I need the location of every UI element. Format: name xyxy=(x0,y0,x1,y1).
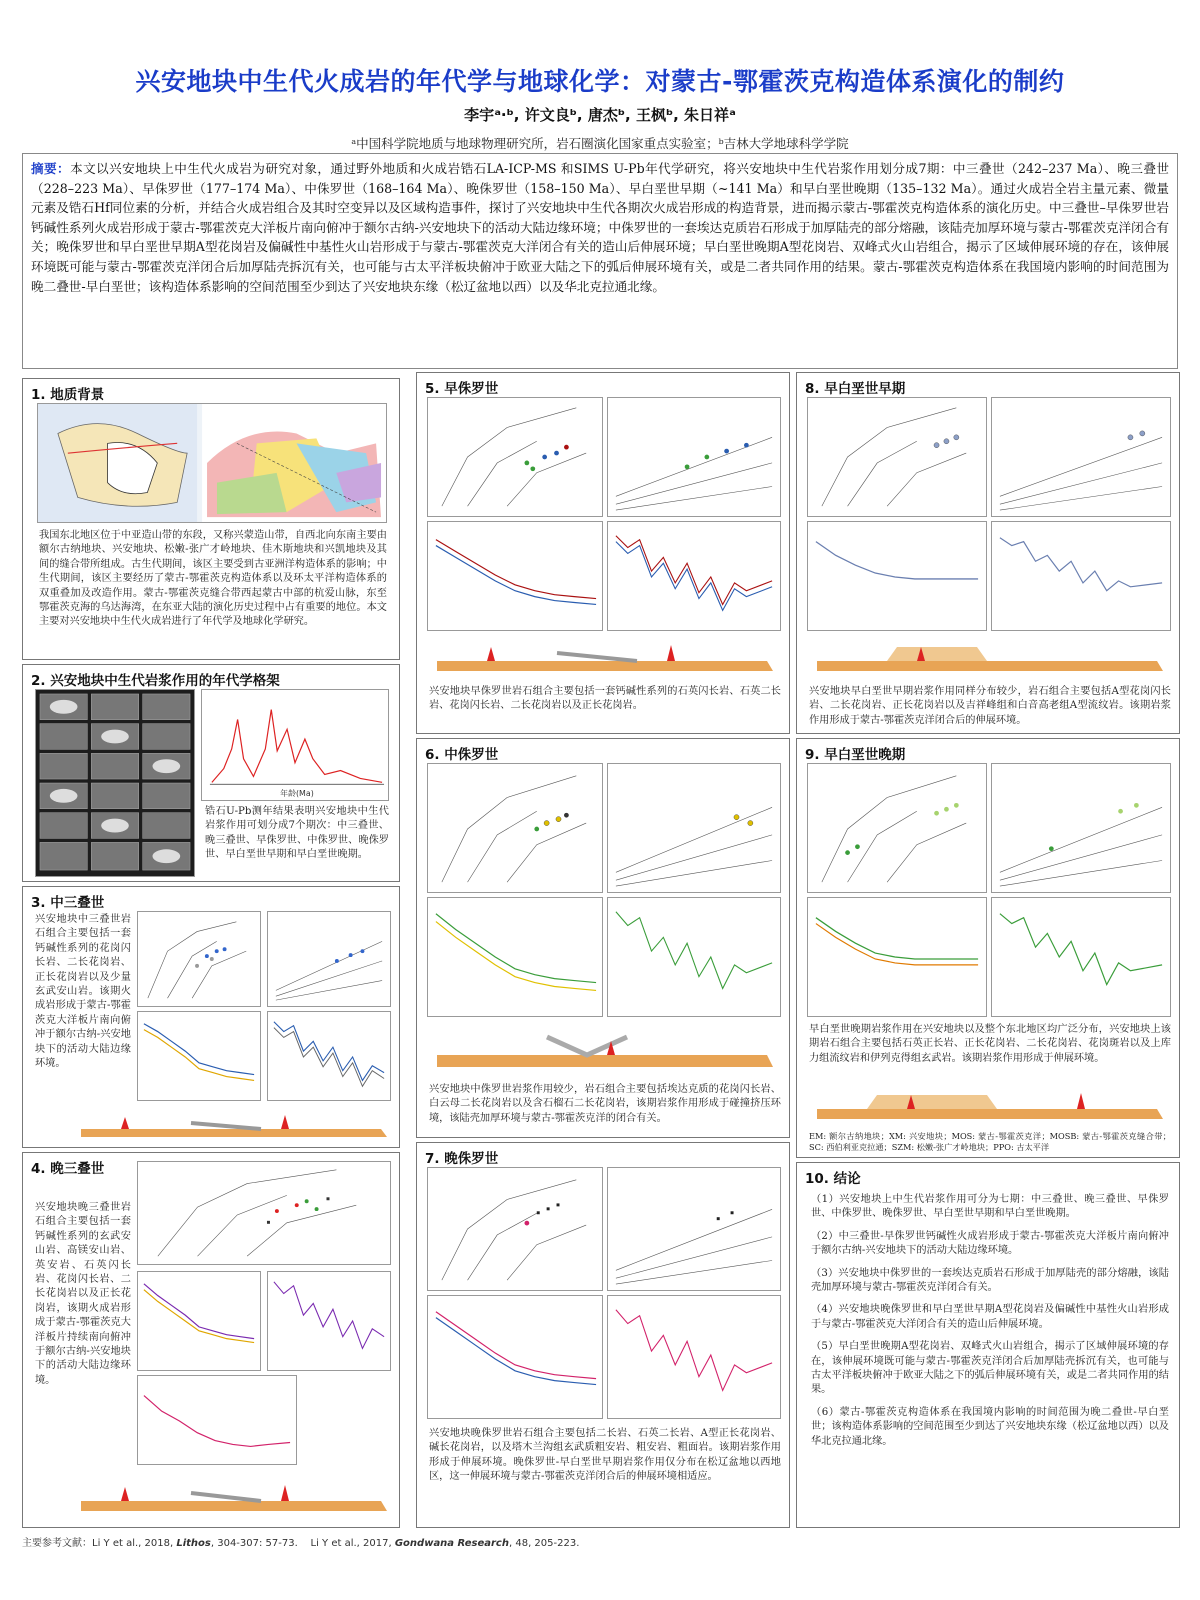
affiliations: ᵃ中国科学院地质与地球物理研究所，岩石圈演化国家重点实验室；ᵇ吉林大学地球科学学院 xyxy=(351,136,849,151)
ree-pattern xyxy=(427,897,603,1017)
section-text: 兴安地块早侏罗世岩石组合主要包括一套钙碱性系列的石英闪长岩、石英二长岩、花岗闪长岩、二长花岗岩以及正长花岗岩。 xyxy=(429,686,781,712)
references xyxy=(22,1534,579,1549)
tas-diagram xyxy=(427,763,603,893)
section-early-cretaceous-early xyxy=(796,372,1180,734)
ref2-authors: Li Y et al., 2017, xyxy=(310,1538,395,1549)
section-text: 兴安地块晚三叠世岩石组合主要包括一套钙碱性系列的玄武安山岩、高镁安山岩、英安岩、石英闪长岩、花岗闪长岩、二长花岗岩以及正长花岗岩，该期火成岩形成于蒙古-鄂霍茨克大洋板片持续南向俯冲于额尔古纳-兴安地块下的活动大陆边缘环境。 xyxy=(35,1202,131,1386)
section-text: 兴安地块晚侏罗世岩石组合主要包括二长岩、石英二长岩、A型正长花岗岩、碱长花岗岩，以及塔木兰沟组玄武质粗安岩、粗安岩、粗面岩。该期岩浆作用形成于伸展环境。晚侏罗世-早白垩世早期岩浆作用仅分布在松辽盆地以西地区，这一伸展环境与蒙古-鄂霍茨克洋闭合后的伸展环境相适应。 xyxy=(429,1428,781,1483)
conclusion-list xyxy=(811,1193,1169,1457)
k2o-sio2-diagram xyxy=(267,911,391,1007)
spider-diagram xyxy=(267,1271,391,1371)
tectonic-cartoon xyxy=(817,1083,1167,1127)
section-text: 兴安地块中侏罗世岩浆作用较少，岩石组合主要包括埃达克质的花岗闪长岩、白云母二长花岗岩以及含石榴石二长花岗岩，该期岩浆作用形成于碰撞挤压环境，该陆壳加厚环境与蒙古-鄂霍茨克洋的闭合有关。 xyxy=(429,1084,781,1124)
conclusion-item: （1）兴安地块上中生代岩浆作用可分为七期：中三叠世、晚三叠世、早侏罗世、中侏罗世、晚侏罗世、早白垩世早期和早白垩世晚期。 xyxy=(811,1194,1169,1220)
ref2-rest: , 48, 205-223. xyxy=(508,1538,580,1549)
spider-diagram xyxy=(991,897,1171,1017)
spider-diagram xyxy=(991,521,1171,631)
section-text: 我国东北地区位于中亚造山带的东段，又称兴蒙造山带，自西北向东南主要由额尔古纳地块、兴安地块、松嫩-张广才岭地块、佳木斯地块和兴凯地块及其间的缝合带所组成。古生代期间，该区主要受到古亚洲洋构造体系的影响；中生代期间，该区主要经历了蒙古-鄂霍茨克构造体系以及环太平洋构造体系的双重叠加及改造作用。蒙古-鄂霍茨克缝合带西起蒙古中部的杭爱山脉，东至鄂霍茨克海的乌达海湾，在东亚大陆的演化历史过程中占有重要的地位。本文主要对兴安地块中生代火成岩进行了年代学及地球化学研究。 xyxy=(39,530,387,628)
conclusion-item: （6）蒙古-鄂霍茨克构造体系在我国境内影响的时间范围为晚二叠世-早白垩世；该构造体系影响的空间范围至少到达了兴安地块东缘（松辽盆地以西）以及华北克拉通北缘。 xyxy=(811,1406,1169,1447)
spider-diagram xyxy=(607,521,781,631)
ree-pattern xyxy=(807,897,987,1017)
conclusion-item: （3）兴安地块中侏罗世的一套埃达克质岩石形成于加厚陆壳的部分熔融，该陆壳加厚环境与蒙古-鄂霍茨克洋闭合有关。 xyxy=(811,1267,1169,1294)
section-title: 3. 中三叠世 xyxy=(31,895,105,911)
k2o-sio2-diagram xyxy=(607,763,781,893)
conclusion-item: （4）兴安地块晚侏罗世和早白垩世早期A型花岗岩及偏碱性中基性火山岩形成于与蒙古-鄂霍茨克大洋闭合有关的造山后伸展环境。 xyxy=(811,1304,1169,1330)
section-conclusions xyxy=(796,1162,1180,1528)
abstract-box xyxy=(22,153,1178,369)
section-text: 兴安地块中三叠世岩石组合主要包括一套钙碱性系列的花岗闪长岩、二长花岗岩、正长花岗岩以及少量玄武安山岩。该期火成岩形成于蒙古-鄂霍茨克大洋板片南向俯冲于额尔古纳-兴安地块下的活动大陆边缘环境。 xyxy=(35,914,131,1070)
tas-diagram xyxy=(137,911,261,1007)
ref1-authors: Li Y et al., 2018, xyxy=(92,1538,177,1549)
section-title: 2. 兴安地块中生代岩浆作用的年代学格架 xyxy=(31,673,280,689)
zircon-cl-images xyxy=(35,689,195,877)
section-title: 10. 结论 xyxy=(805,1171,861,1187)
section-late-triassic xyxy=(22,1152,400,1528)
section-title: 5. 早侏罗世 xyxy=(425,381,499,397)
section-title: 7. 晚侏罗世 xyxy=(425,1151,499,1167)
ree-pattern xyxy=(137,1011,261,1101)
tectonic-cartoon xyxy=(437,1021,777,1077)
conclusion-item: （2）中三叠世-早侏罗世钙碱性火成岩形成于蒙古-鄂霍茨克大洋板片南向俯冲于额尔古纳-兴安地块下的活动大陆边缘环境。 xyxy=(811,1230,1169,1257)
abstract-label: 摘要： xyxy=(31,161,71,176)
spider-diagram xyxy=(607,897,781,1017)
section-early-jurassic xyxy=(416,372,790,734)
references-label: 主要参考文献： xyxy=(22,1538,92,1549)
section-geochronology xyxy=(22,664,400,882)
k2o-sio2-diagram xyxy=(991,763,1171,893)
section-title: 4. 晚三叠世 xyxy=(31,1161,105,1177)
tectonic-cartoon xyxy=(437,635,777,677)
tas-diagram xyxy=(137,1161,391,1265)
author-list: 李宇ᵃ·ᵇ, 许文良ᵇ, 唐杰ᵇ, 王枫ᵇ, 朱日祥ᵃ xyxy=(464,106,736,124)
section-early-cretaceous-late xyxy=(796,738,1180,1158)
ree-pattern-2 xyxy=(137,1375,297,1465)
k2o-sio2-diagram xyxy=(607,1167,781,1291)
ree-pattern xyxy=(427,521,603,631)
ree-pattern xyxy=(137,1271,261,1371)
tectonic-cartoon xyxy=(81,1107,391,1143)
tas-diagram xyxy=(807,763,987,893)
geological-map-figure xyxy=(37,403,387,523)
section-title: 1. 地质背景 xyxy=(31,387,105,403)
poster-title: 兴安地块中生代火成岩的年代学与地球化学：对蒙古-鄂霍茨克构造体系演化的制约 xyxy=(135,67,1065,96)
section-text: 锆石U-Pb测年结果表明兴安地块中生代岩浆作用可划分成7个期次：中三叠世、晚三叠世、早侏罗世、中侏罗世、晚侏罗世、早白垩世早期和早白垩世晚期。 xyxy=(205,806,389,861)
conclusion-item: （5）早白垩世晚期A型花岗岩、双峰式火山岩组合，揭示了区域伸展环境的存在，该伸展环境既可能与蒙古-鄂霍茨克洋闭合后加厚陆壳拆沉有关，也可能与古太平洋板块俯冲于欧亚大陆之下的弧后伸展环境有关，或是二者共同作用的结果。 xyxy=(811,1341,1169,1396)
ree-pattern xyxy=(427,1295,603,1419)
ref1-rest: , 304-307: 57-73. xyxy=(210,1538,298,1549)
section-title: 9. 早白垩世晚期 xyxy=(805,747,906,763)
section-late-jurassic xyxy=(416,1142,790,1528)
section-title: 8. 早白垩世早期 xyxy=(805,381,906,397)
tectonic-cartoon xyxy=(817,635,1167,679)
section-geological-setting xyxy=(22,378,400,660)
tas-diagram xyxy=(807,397,987,517)
histogram-xlabel: 年龄(Ma) xyxy=(280,789,314,799)
age-histogram xyxy=(201,689,389,801)
tas-diagram xyxy=(427,1167,603,1291)
section-text: 早白垩世晚期岩浆作用在兴安地块以及整个东北地区均广泛分布，兴安地块上该期岩石组合主要包括石英正长岩、正长花岗岩、二长花岗岩、花岗斑岩以及上库力组流纹岩和伊列克得组玄武岩。该期岩浆作用形成于伸展环境。 xyxy=(809,1024,1171,1064)
figure-legend: EM: 额尔古纳地块；XM: 兴安地块；MOS: 蒙古-鄂霍茨克洋；MOSB: 蒙古-鄂霍茨克缝合带；SC: 西伯利亚克拉通；SZM: 松嫩-张广才岭地块；PPO: 古太平洋 xyxy=(809,1131,1171,1152)
section-text: 兴安地块早白垩世早期岩浆作用同样分布较少，岩石组合主要包括A型花岗闪长岩、二长花岗岩、正长花岗岩以及吉祥峰组和白音高老组A型流纹岩。该期岩浆作用形成于蒙古-鄂霍茨克洋闭合后的伸展环境。 xyxy=(809,686,1171,726)
k2o-sio2-diagram xyxy=(991,397,1171,517)
ref1-journal: Lithos xyxy=(176,1538,211,1549)
spider-diagram xyxy=(607,1295,781,1419)
section-middle-triassic xyxy=(22,886,400,1148)
k2o-sio2-diagram xyxy=(607,397,781,517)
tectonic-cartoon xyxy=(81,1471,391,1521)
spider-diagram xyxy=(267,1011,391,1101)
abstract-text: 本文以兴安地块上中生代火成岩为研究对象，通过野外地质和火成岩锆石LA-ICP-MS 和SIMS U-Pb年代学研究，将兴安地块中生代岩浆作用划分成7期：中三叠世（242–237 Ma）、晚三叠世（228–223 Ma）、早侏罗世（177–174 Ma）、中侏罗世（168–164 Ma）、晚侏罗世（158–150 Ma）、早白垩世早期（~141 Ma）和早白垩世晚期（135–132 Ma）。通过火成岩全岩主量元素、微量元素及锆石Hf同位素的分析，并结合火成岩组合及其时空变异以及区域构造事件，探讨了兴安地块中生代各期次火成岩形成的构造背景，进而揭示蒙古-鄂霍茨克构造体系的演化历史。中三叠世–早侏罗世岩钙碱性系列火成岩形成于蒙古-鄂霍茨克大洋板片南向俯冲于额尔古纳-兴安地块下的活动大陆边缘环境；中侏罗世的一套埃达克质岩石形成于加厚陆壳的部分熔融，该陆壳加厚环境与蒙古-鄂霍茨克洋闭合有关；晚侏罗世和早白垩世早期A型花岗岩及偏碱性中基性火山岩形成于与蒙古-鄂霍茨克大洋闭合有关的造山后伸展环境；早白垩世晚期A型花岗岩、双峰式火山岩组合，揭示了区域伸展环境的存在，该伸展环境既可能与蒙古-鄂霍茨克洋闭合后加厚陆壳拆沉有关，也可能与古太平洋板块俯冲于欧亚大陆之下的弧后伸展环境有关，或是二者共同作用的结果。蒙古-鄂霍茨克构造体系在我国境内影响的时间范围为晚二叠世-早白垩世；该构造体系影响的空间范围至少到达了兴安地块东缘（松辽盆地以西）以及华北克拉通北缘。 xyxy=(31,161,1170,294)
tas-diagram xyxy=(427,397,603,517)
section-middle-jurassic xyxy=(416,738,790,1138)
ree-pattern xyxy=(807,521,987,631)
section-title: 6. 中侏罗世 xyxy=(425,747,499,763)
ref2-journal: Gondwana Research xyxy=(394,1538,509,1549)
